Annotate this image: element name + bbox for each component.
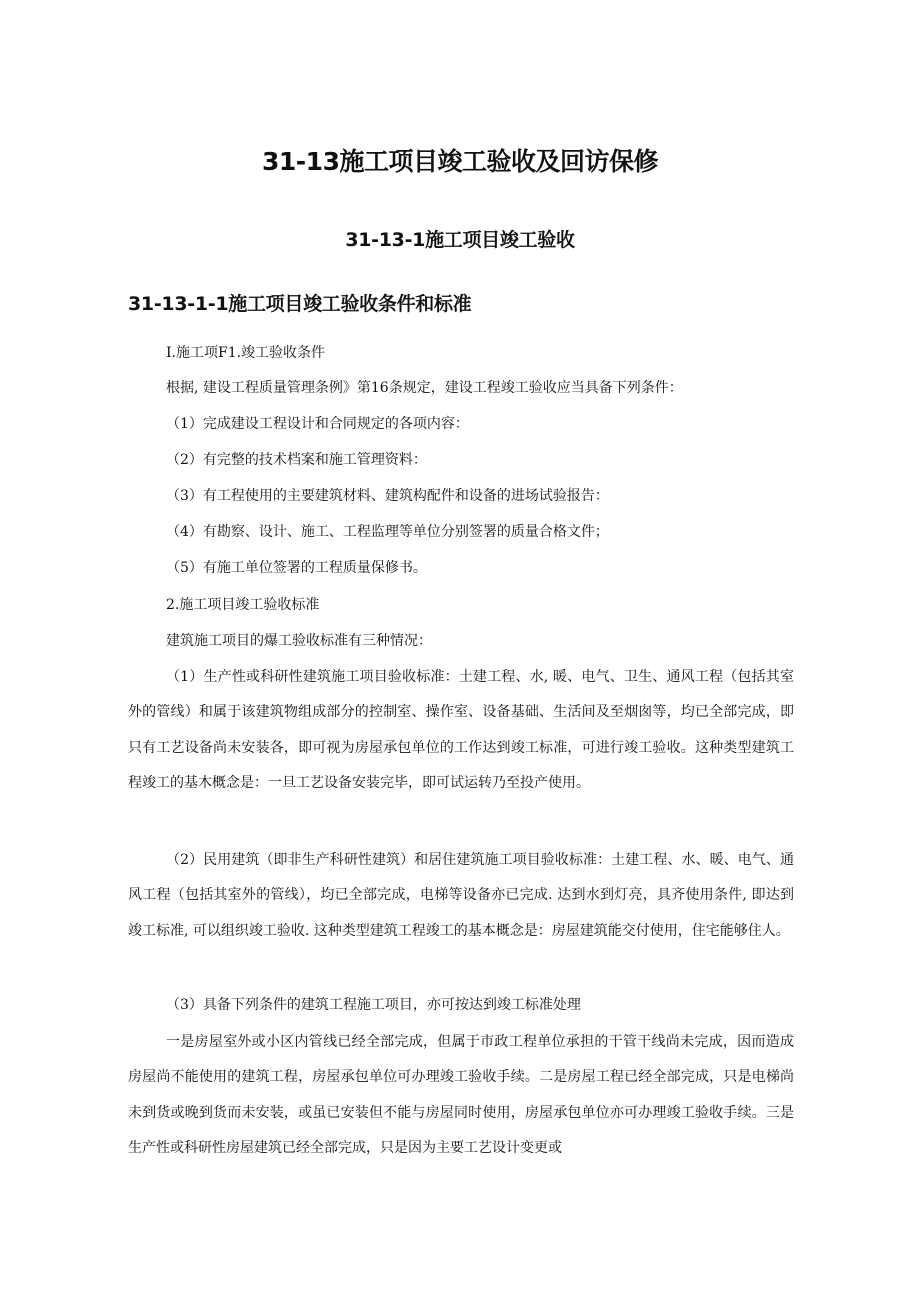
- standard-3-paragraph: 一是房屋室外或小区内管线已经全部完成，但属于市政工程单位承担的干管干线尚未完成，因而造成房屋尚不能使用的建筑工程，房屋承包单位可办理竣工验收手续。二是房屋工程已经全部完成，只是电梯尚未到货或晚到货而未安装，或虽已安装但不能与房屋同时使用，房屋承包单位亦可办理竣工验收手续。三是生产性或科研性房屋建筑已经全部完成，只是因为主要工艺设计变更或: [128, 1034, 794, 1156]
- condition-2: （2）有完整的技术档案和施工管理资料：: [166, 452, 427, 468]
- standard-3-heading: （3）具备下列条件的建筑工程施工项目，亦可按达到竣工标准处理: [166, 997, 581, 1013]
- condition-3: （3）有工程使用的主要建筑材料、建筑构配件和设备的进场试验报告：: [166, 488, 609, 504]
- condition-5: （5）有施工单位签署的工程质量保修书。: [166, 560, 427, 576]
- section-heading: 31-13-1施工项目竣工验收: [345, 229, 575, 251]
- condition-4: （4）有勘察、设计、施工、工程监理等单位分别签署的质量合格文件；: [166, 524, 609, 540]
- item2-heading: 2.施工项目竣工验收标准: [166, 597, 320, 613]
- standard-2-paragraph: （2）民用建筑（即非生产科研性建筑）和居住建筑施工项目验收标准：土建工程、水、暖、电气、通风工程（包括其室外的管线），均已全部完成，电梯等设备亦已完成. 达到水到灯亮，具齐使用条件, 即达到竣工标准, 可以组织竣工验收. 这种类型建筑工程竣工的基本概念是：房屋建筑能交付使用，住宅能够住人。: [128, 852, 794, 939]
- item2-intro: 建筑施工项目的爆工验收标准有三种情况：: [166, 633, 432, 649]
- subsection-heading: 31-13-1-1施工项目竣工验收条件和标准: [128, 293, 472, 315]
- document-title: 31-13施工项目竣工验收及回访保修: [262, 147, 658, 176]
- standard-1-paragraph: （1）生产性或科研性建筑施工项目验收标准：土建工程、水, 暖、电气、卫生、通风工程（包括其室外的管线）和属于该建筑物组成部分的控制室、操作室、设备基础、生活间及至烟囱等，均已全部完成，即只有工艺设备尚未安装各，即可视为房屋承包单位的工作达到竣工标准，可进行竣工验收。这种类型建筑工程竣工的基木概念是：一旦工艺设备安装完毕，即可试运转乃至投产使用。: [128, 669, 794, 791]
- condition-1: （1）完成建设工程设计和合同规定的各项内容：: [166, 416, 469, 432]
- item1-heading: I.施工项F1.竣工验收条件: [166, 345, 326, 361]
- item1-intro: 根据, 建设工程质量管理条例》第16条规定，建设工程竣工验收应当具备下列条件：: [166, 380, 683, 396]
